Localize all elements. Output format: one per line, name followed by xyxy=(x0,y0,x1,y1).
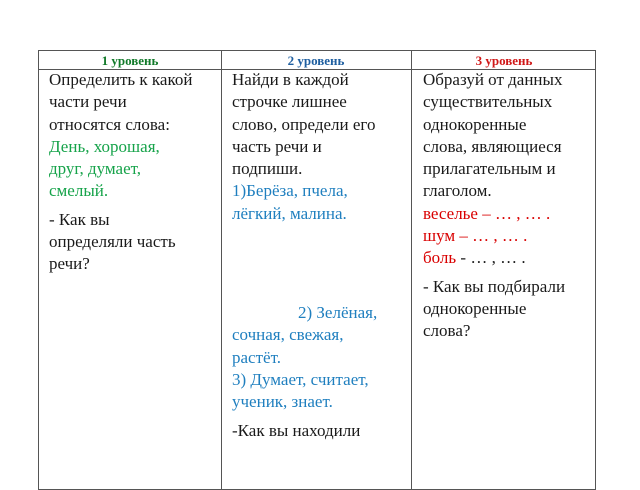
text-line: слова, являющиеся xyxy=(423,136,562,156)
text-line: речи? xyxy=(49,254,90,274)
blanks: - … , … . xyxy=(460,248,526,268)
text-line: сочная, свежая, xyxy=(232,325,344,345)
text-line: определяли часть xyxy=(49,232,176,252)
text-line: строчке лишнее xyxy=(232,92,347,112)
level-2-item-1 xyxy=(232,180,407,225)
text-line: Найди в каждой xyxy=(232,70,349,89)
word: боль xyxy=(423,248,457,268)
word: шум xyxy=(423,226,456,246)
word-row xyxy=(423,247,595,269)
text-line: часть речи и xyxy=(232,136,322,156)
text-line: День, хорошая, xyxy=(49,136,160,156)
text-line: существительных xyxy=(423,92,553,112)
level-2-cell xyxy=(232,69,407,442)
text-line: лёгкий, малина. xyxy=(232,203,347,223)
level-1-cell xyxy=(49,69,221,276)
text-line: 2) Зелёная, xyxy=(298,303,378,323)
text-line: друг, думает, xyxy=(49,159,142,179)
column-divider-2 xyxy=(411,51,412,489)
text-line: Определить к какой xyxy=(49,70,193,89)
text-line: однокоренные xyxy=(423,298,527,318)
word: веселье xyxy=(423,203,478,223)
text-line: растёт. xyxy=(232,347,281,367)
levels-table xyxy=(38,50,596,490)
word-row xyxy=(423,203,595,225)
text-line: Образуй от данных xyxy=(423,70,563,89)
text-line: однокоренные xyxy=(423,114,527,134)
level-3-words xyxy=(423,203,595,270)
text-line: смелый. xyxy=(49,181,109,201)
text-line: 3) Думает, считает, xyxy=(232,369,369,389)
text-line: - Как вы xyxy=(49,209,110,229)
text-line: слова? xyxy=(423,321,471,341)
header-level-2: 2 уровень xyxy=(287,53,345,68)
text-line: 1)Берёза, пчела, xyxy=(232,181,348,201)
level-2-item-3 xyxy=(232,369,407,414)
level-2-task xyxy=(232,69,407,180)
level-3-question xyxy=(423,276,595,343)
blanks: – … , … . xyxy=(482,203,551,223)
text-line: относятся слова: xyxy=(49,114,170,134)
level-2-item-2 xyxy=(232,302,407,369)
text-line: прилагательным и xyxy=(423,159,556,179)
level-3-task xyxy=(423,69,595,203)
header-level-3: 3 уровень xyxy=(475,53,533,68)
level-2-question xyxy=(232,420,407,442)
level-1-question xyxy=(49,209,221,276)
blanks: – … , … . xyxy=(459,226,528,246)
text-line: части речи xyxy=(49,92,127,112)
header-level-1: 1 уровень xyxy=(101,53,159,68)
column-divider-1 xyxy=(221,51,222,489)
level-1-words xyxy=(49,136,221,203)
text-line: -Как вы находили xyxy=(232,420,361,440)
text-line: ученик, знает. xyxy=(232,392,333,412)
level-3-cell xyxy=(423,69,595,343)
text-line: слово, определи его xyxy=(232,114,376,134)
text-line: - Как вы подбирали xyxy=(423,276,566,296)
level-1-task xyxy=(49,69,221,136)
text-line: глаголом. xyxy=(423,181,492,201)
text-line: подпиши. xyxy=(232,159,303,179)
word-row xyxy=(423,225,595,247)
